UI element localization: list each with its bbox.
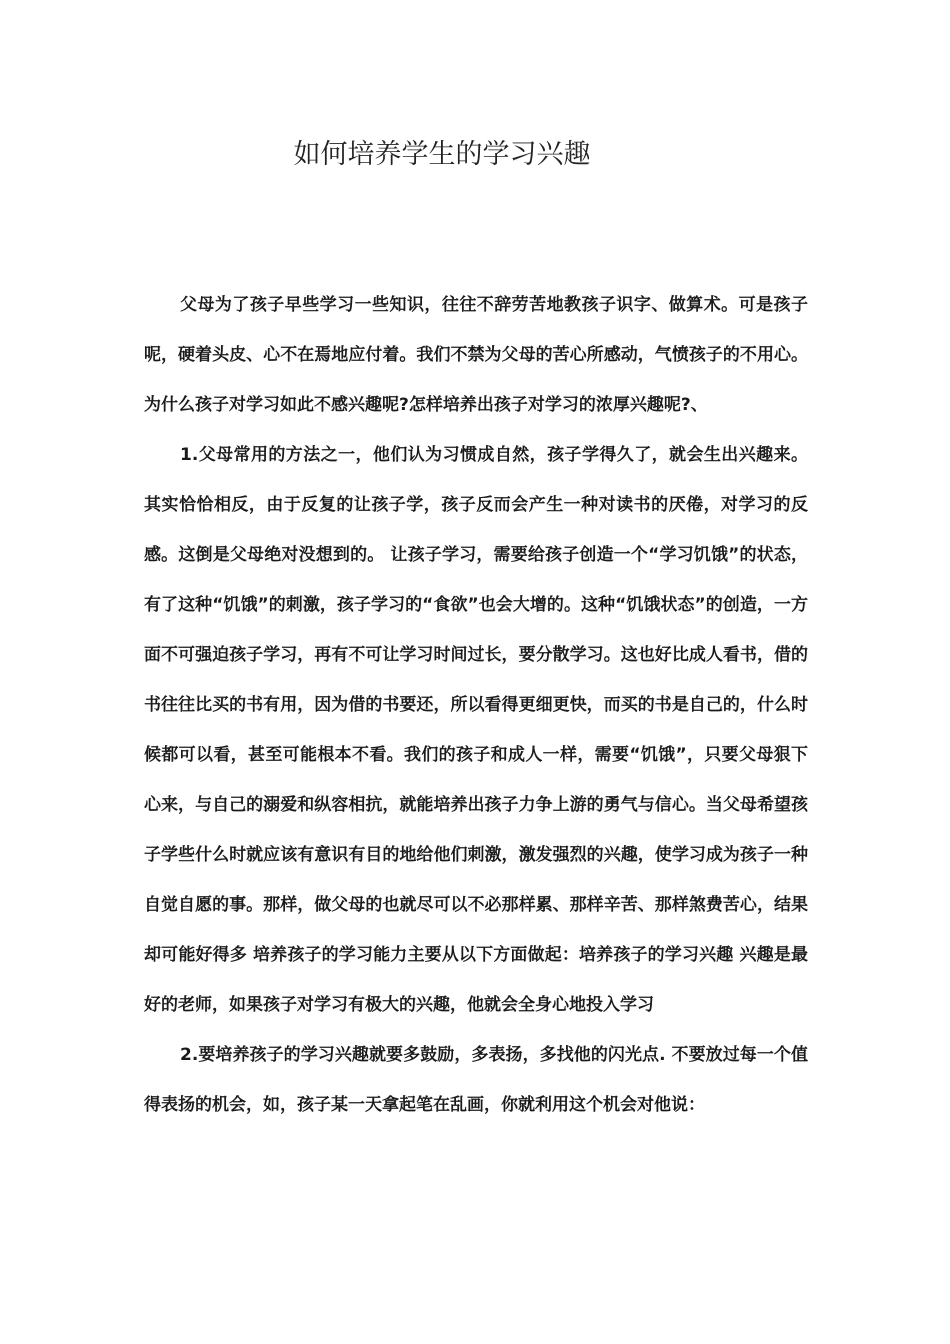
document-title: 如何培养学生的学习兴趣: [293, 139, 591, 170]
paragraph-method-2: 2.要培养孩子的学习兴趣就要多鼓励，多表扬，多找他的闪光点. 不要放过每一个值得表扬的机会，如，孩子某一天拿起笔在乱画，你就利用这个机会对他说：: [144, 1045, 808, 1115]
paragraph-method-1: 1.父母常用的方法之一，他们认为习惯成自然，孩子学得久了，就会生出兴趣来。其实恰恰相反，由于反复的让孩子学，孩子反而会产生一种对读书的厌倦，对学习的反感。这倒是父母绝对没想到的。 让孩子学习，需要给孩子创造一个“学习饥饿”的状态，有了这种“饥饿”的刺激，孩子学习的“食欲”也会大增的。这种“饥饿状态”的创造，一方面不可强迫孩子学习，再有不可让学习时间过长，要分散学习。这也好比成人看书，借的书往往比买的书有用，因为借的书要还，所以看得更细更快，而买的书是自己的，什么时候都可以看，甚至可能根本不看。我们的孩子和成人一样，需要“饥饿”，只要父母狠下心来，与自己的溺爱和纵容相抗，就能培养出孩子力争上游的勇气与信心。当父母希望孩子学些什么时就应该有意识有目的地给他们刺激，激发强烈的兴趣，使学习成为孩子一种自觉自愿的事。那样，做父母的也就尽可以不必那样累、那样辛苦、那样煞费苦心，结果却可能好得多 培养孩子的学习能力主要从以下方面做起：培养孩子的学习兴趣 兴趣是最好的老师，如果孩子对学习有极大的兴趣，他就会全身心地投入学习: [144, 445, 808, 1015]
document-body: [144, 280, 808, 1130]
paragraph-intro: 父母为了孩子早些学习一些知识，往往不辞劳苦地教孩子识字、做算术。可是孩子呢，硬着头皮、心不在焉地应付着。我们不禁为父母的苦心所感动，气愤孩子的不用心。为什么孩子对学习如此不感兴趣呢?怎样培养出孩子对学习的浓厚兴趣呢?、: [144, 295, 808, 415]
